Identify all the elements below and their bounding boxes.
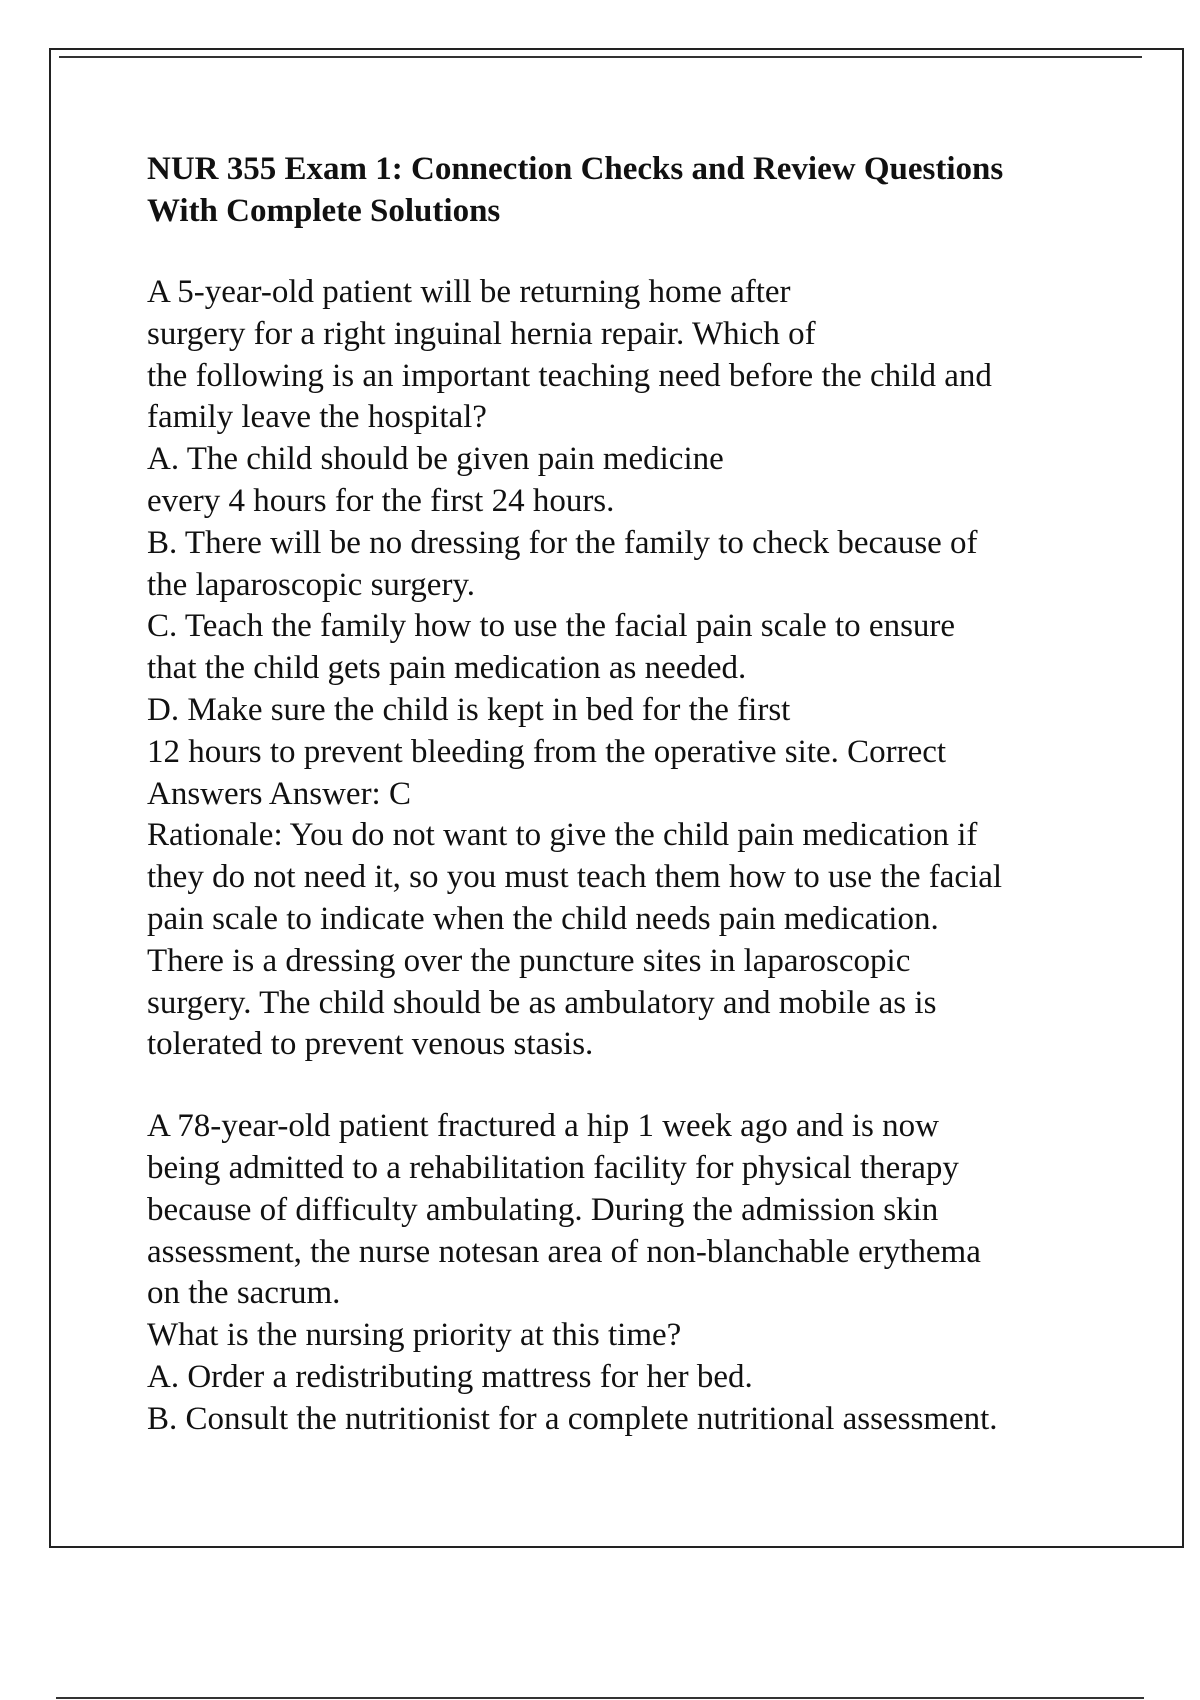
rationale-line: Rationale: You do not want to give the child pain medication if xyxy=(147,817,978,854)
question-2-line: because of difficulty ambulating. During the admission skin xyxy=(147,1191,939,1228)
option-d: D. Make sure the child is kept in bed for the first xyxy=(147,691,791,728)
option-c: C. Teach the family how to use the facial pain scale to ensure xyxy=(147,608,956,645)
title-line: With Complete Solutions xyxy=(147,193,501,229)
question-1-line: A 5-year-old patient will be returning home after xyxy=(147,274,791,310)
answer-line: Answers Answer: C xyxy=(147,775,411,812)
question-2-line: assessment, the nurse notesan area of non-blanchable erythema xyxy=(147,1233,981,1270)
rationale-line: surgery. The child should be as ambulatory and mobile as is xyxy=(147,984,937,1021)
option-c-cont: that the child gets pain medication as needed. xyxy=(147,650,747,687)
question-2-line: on the sacrum. xyxy=(147,1275,341,1312)
option-a: A. The child should be given pain medicine xyxy=(147,441,724,478)
document-title xyxy=(147,148,1147,232)
question-1 xyxy=(147,272,1147,1066)
document-content xyxy=(147,148,1147,1441)
question-2-prompt: What is the nursing priority at this time? xyxy=(147,1317,682,1354)
page-frame xyxy=(49,48,1184,1548)
option-a: A. Order a redistributing mattress for her bed. xyxy=(147,1358,753,1395)
title-line: NUR 355 Exam 1: Connection Checks and Review Questions xyxy=(147,151,1004,187)
rationale-line: pain scale to indicate when the child needs pain medication. xyxy=(147,900,939,937)
option-d-cont: 12 hours to prevent bleeding from the operative site. Correct xyxy=(147,733,947,770)
rationale-line: tolerated to prevent venous stasis. xyxy=(147,1026,594,1063)
question-2-line: A 78-year-old patient fractured a hip 1 week ago and is now xyxy=(147,1108,939,1145)
question-1-line: the following is an important teaching need before the child and xyxy=(147,357,992,394)
question-1-line: surgery for a right inguinal hernia repair. Which of xyxy=(147,315,816,352)
bottom-rule xyxy=(56,1697,1144,1699)
rationale-line: they do not need it, so you must teach them how to use the facial xyxy=(147,859,1003,896)
question-2-line: being admitted to a rehabilitation facility for physical therapy xyxy=(147,1149,959,1186)
rationale-line: There is a dressing over the puncture sites in laparoscopic xyxy=(147,942,911,979)
question-2 xyxy=(147,1106,1147,1440)
option-b-cont: the laparoscopic surgery. xyxy=(147,566,476,603)
top-rule xyxy=(59,56,1142,58)
option-b: B. Consult the nutritionist for a complete nutritional assessment. xyxy=(147,1400,998,1437)
question-1-line: family leave the hospital? xyxy=(147,399,487,436)
option-b: B. There will be no dressing for the family to check because of xyxy=(147,524,978,561)
option-a-cont: every 4 hours for the first 24 hours. xyxy=(147,482,615,519)
